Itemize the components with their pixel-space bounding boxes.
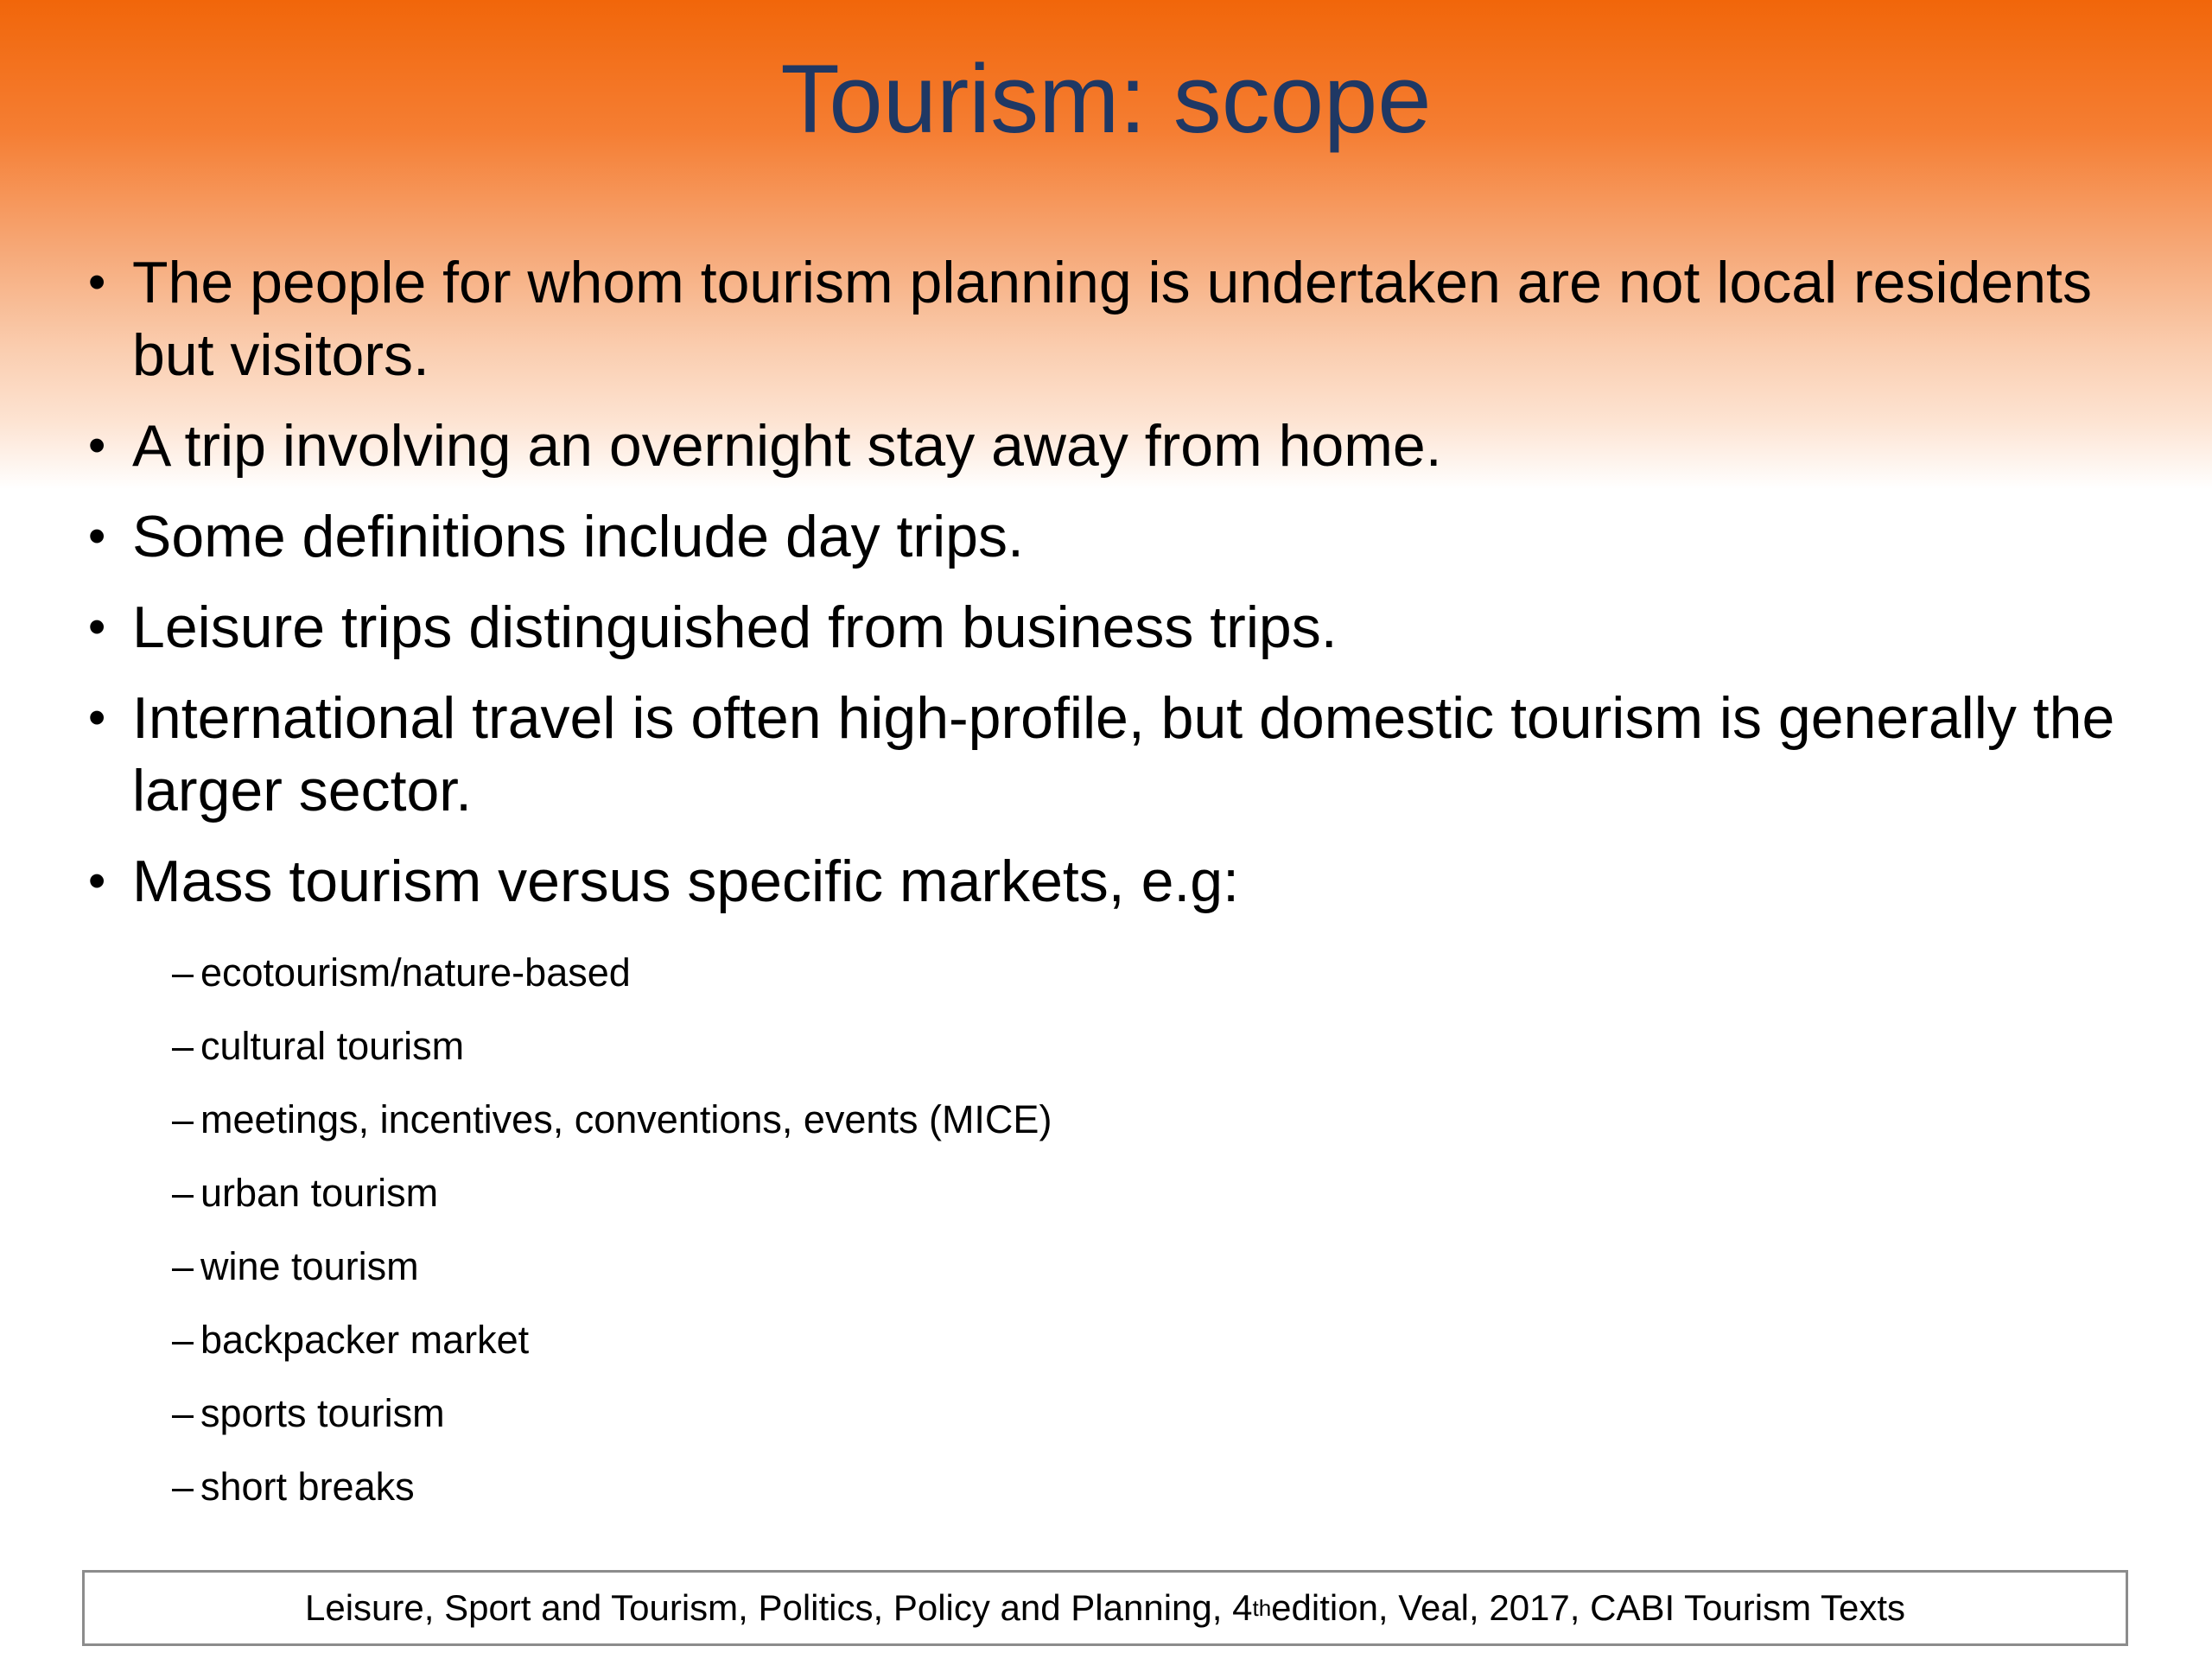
- slide-title: Tourism: scope: [780, 45, 1432, 153]
- sub-bullet-text: ecotourism/nature-based: [200, 950, 631, 995]
- bullet-marker: •: [88, 417, 106, 474]
- dash-marker: –: [172, 1465, 194, 1509]
- sub-bullet-text: wine tourism: [200, 1244, 419, 1288]
- dash-marker: –: [172, 1244, 194, 1288]
- sub-bullet-item: [0, 936, 2164, 1009]
- bullet-marker: •: [88, 690, 106, 746]
- bullet-marker: •: [88, 599, 106, 655]
- sub-bullet-item: [0, 1376, 2164, 1450]
- sub-bullet-item: [0, 1083, 2164, 1156]
- citation-text-start: Leisure, Sport and Tourism, Politics, Policy and Planning, 4: [304, 1587, 1253, 1628]
- sub-bullet-list: [0, 936, 2164, 1523]
- bullet-text: Mass tourism versus specific markets, e.g:: [132, 849, 1240, 914]
- dash-marker: –: [172, 1391, 194, 1435]
- bullet-text: The people for whom tourism planning is undertaken are not local residents but visitors.: [132, 250, 2092, 388]
- sub-bullet-item: [0, 1450, 2164, 1523]
- sub-bullet-text: backpacker market: [200, 1318, 530, 1362]
- dash-marker: –: [172, 1024, 194, 1068]
- sub-bullet-text: sports tourism: [200, 1391, 445, 1435]
- sub-bullet-text: short breaks: [200, 1465, 415, 1509]
- sub-bullet-item: [0, 1156, 2164, 1230]
- sub-bullet-item: [0, 1303, 2164, 1376]
- bullet-text: Some definitions include day trips.: [132, 504, 1024, 569]
- bullet-item: [0, 500, 2164, 573]
- sub-bullet-item: [0, 1230, 2164, 1303]
- dash-marker: –: [172, 950, 194, 995]
- dash-marker: –: [172, 1318, 194, 1362]
- bullet-marker: •: [88, 853, 106, 909]
- bullet-marker: •: [88, 254, 106, 310]
- bullet-text: A trip involving an overnight stay away from home.: [132, 413, 1442, 479]
- bullet-text: Leisure trips distinguished from business trips.: [132, 594, 1338, 660]
- sub-bullet-text: urban tourism: [200, 1171, 439, 1215]
- sub-bullet-text: meetings, incentives, conventions, events (MICE): [200, 1097, 1052, 1141]
- dash-marker: –: [172, 1171, 194, 1215]
- bullet-item: [0, 845, 2164, 918]
- dash-marker: –: [172, 1097, 194, 1141]
- bullet-item: [0, 591, 2164, 664]
- citation-box: Leisure, Sport and Tourism, Politics, Policy and Planning, 4 th edition, Veal, 2017, CABI Tourism Texts: [82, 1570, 2128, 1646]
- bullet-marker: •: [88, 508, 106, 564]
- sub-bullet-item: [0, 1009, 2164, 1083]
- bullet-item: [0, 682, 2164, 827]
- bullet-item: [0, 410, 2164, 482]
- bullet-text: International travel is often high-profile, but domestic tourism is generally the larger sector.: [132, 685, 2115, 823]
- citation-text-end: edition, Veal, 2017, CABI Tourism Texts: [1271, 1587, 1906, 1628]
- bullet-list: [0, 246, 2164, 1523]
- sub-bullet-text: cultural tourism: [200, 1024, 465, 1068]
- bullet-item: [0, 246, 2164, 391]
